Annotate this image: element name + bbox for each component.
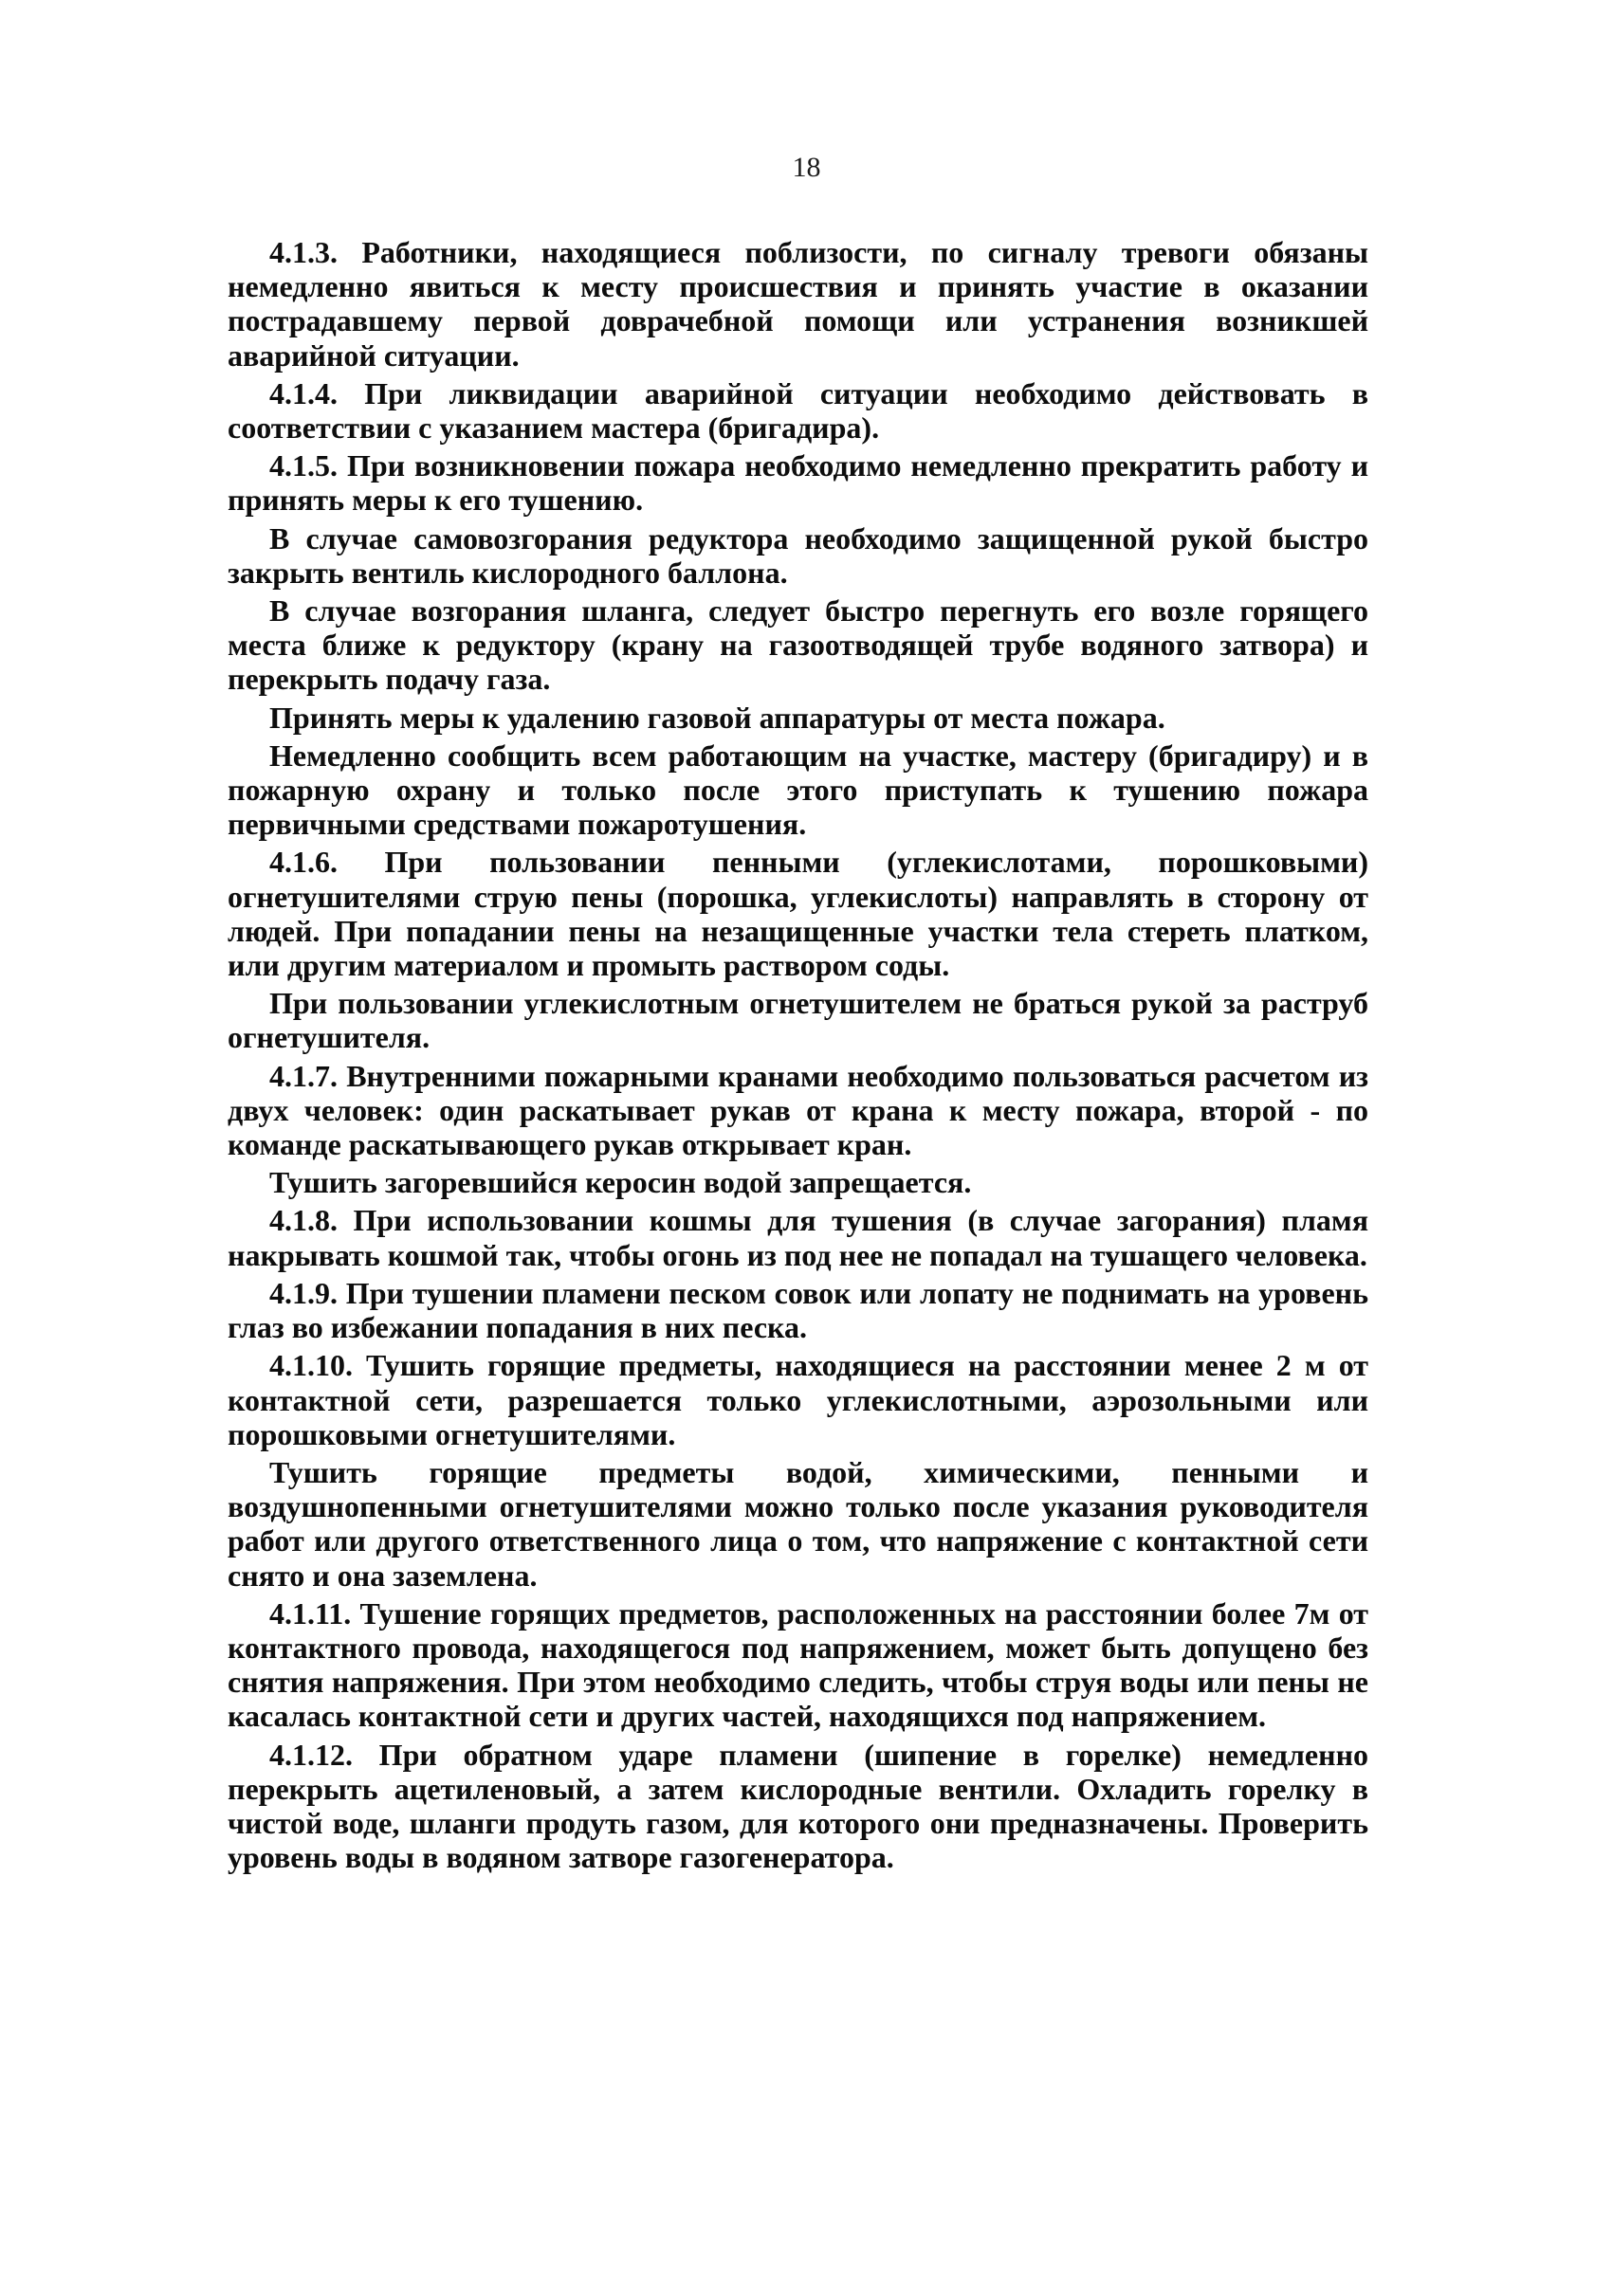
paragraph-4-1-7: 4.1.7. Внутренними пожарными кранами необходимо пользоваться расчетом из двух человек: один раскатывает рукав от крана к месту пожара, второй - по команде раскатывающего рукав открывает кран. bbox=[228, 1058, 1368, 1162]
paragraph-4-1-8: 4.1.8. При использовании кошмы для тушения (в случае загорания) пламя накрывать кошмой так, чтобы огонь из под нее не попадал на тушащего человека. bbox=[228, 1203, 1368, 1272]
paragraph-notify-fire-service: Немедленно сообщить всем работающим на участке, мастеру (бригадиру) и в пожарную охрану и только после этого приступать к тушению пожара первичными средствами пожаротушения. bbox=[228, 738, 1368, 842]
paragraph-4-1-11: 4.1.11. Тушение горящих предметов, расположенных на расстоянии более 7м от контактного провода, находящегося под напряжением, может быть допущено без снятия напряжения. При этом необходимо следить, чтобы струя воды или пены не касалась контактной сети и других частей, находящихся под напряжением. bbox=[228, 1595, 1368, 1734]
page-body bbox=[228, 235, 1368, 1874]
paragraph-4-1-10: 4.1.10. Тушить горящие предметы, находящиеся на расстоянии менее 2 м от контактной сети, разрешается только углекислотными, аэрозольными или порошковыми огнетушителями. bbox=[228, 1348, 1368, 1451]
paragraph-reducer-ignition: В случае самовозгорания редуктора необходимо защищенной рукой быстро закрыть вентиль кислородного баллона. bbox=[228, 520, 1368, 590]
paragraph-4-1-5: 4.1.5. При возникновении пожара необходимо немедленно прекратить работу и принять меры к его тушению. bbox=[228, 448, 1368, 518]
paragraph-4-1-6: 4.1.6. При пользовании пенными (углекислотами, порошковыми) огнетушителями струю пены (порошка, углекислоты) направлять в сторону от людей. При попадании пены на незащищенные участки тела стереть платком, или другим материалом и промыть раствором соды. bbox=[228, 845, 1368, 983]
paragraph-water-extinguishing: Тушить горящие предметы водой, химическими, пенными и воздушнопенными огнетушителями можно только после указания руководителя работ или другого ответственного лица о том, что напряжение с контактной сети снято и она заземлена. bbox=[228, 1454, 1368, 1593]
paragraph-hose-ignition: В случае возгорания шланга, следует быстро перегнуть его возле горящего места ближе к редуктору (крану на газоотводящей трубе водяного затвора) и перекрыть подачу газа. bbox=[228, 593, 1368, 697]
paragraph-4-1-12: 4.1.12. При обратном ударе пламени (шипение в горелке) немедленно перекрыть ацетиленовый, а затем кислородные вентили. Охладить горелку в чистой воде, шланги продуть газом, для которого они предназначены. Проверить уровень воды в водяном затворе газогенератора. bbox=[228, 1737, 1368, 1875]
paragraph-kerosene: Тушить загоревшийся керосин водой запрещается. bbox=[269, 1165, 972, 1200]
paragraph-4-1-3: 4.1.3. Работники, находящиеся поблизости, по сигналу тревоги обязаны немедленно явиться к месту происшествия и принять участие в оказании пострадавшему первой доврачебной помощи или устранения возникшей аварийной ситуации. bbox=[228, 235, 1368, 373]
paragraph-co2-extinguisher: При пользовании углекислотным огнетушителем не браться рукой за раструб огнетушителя. bbox=[228, 986, 1368, 1055]
paragraph-4-1-4: 4.1.4. При ликвидации аварийной ситуации необходимо действовать в соответствии с указанием мастера (бригадира). bbox=[228, 375, 1368, 446]
paragraph-4-1-9: 4.1.9. При тушении пламени песком совок или лопату не поднимать на уровень глаз во избежании попадания в них песка. bbox=[228, 1275, 1368, 1345]
paragraph-remove-apparatus: Принять меры к удалению газовой аппаратуры от места пожара. bbox=[269, 700, 1165, 735]
page-number: 18 bbox=[792, 152, 821, 183]
